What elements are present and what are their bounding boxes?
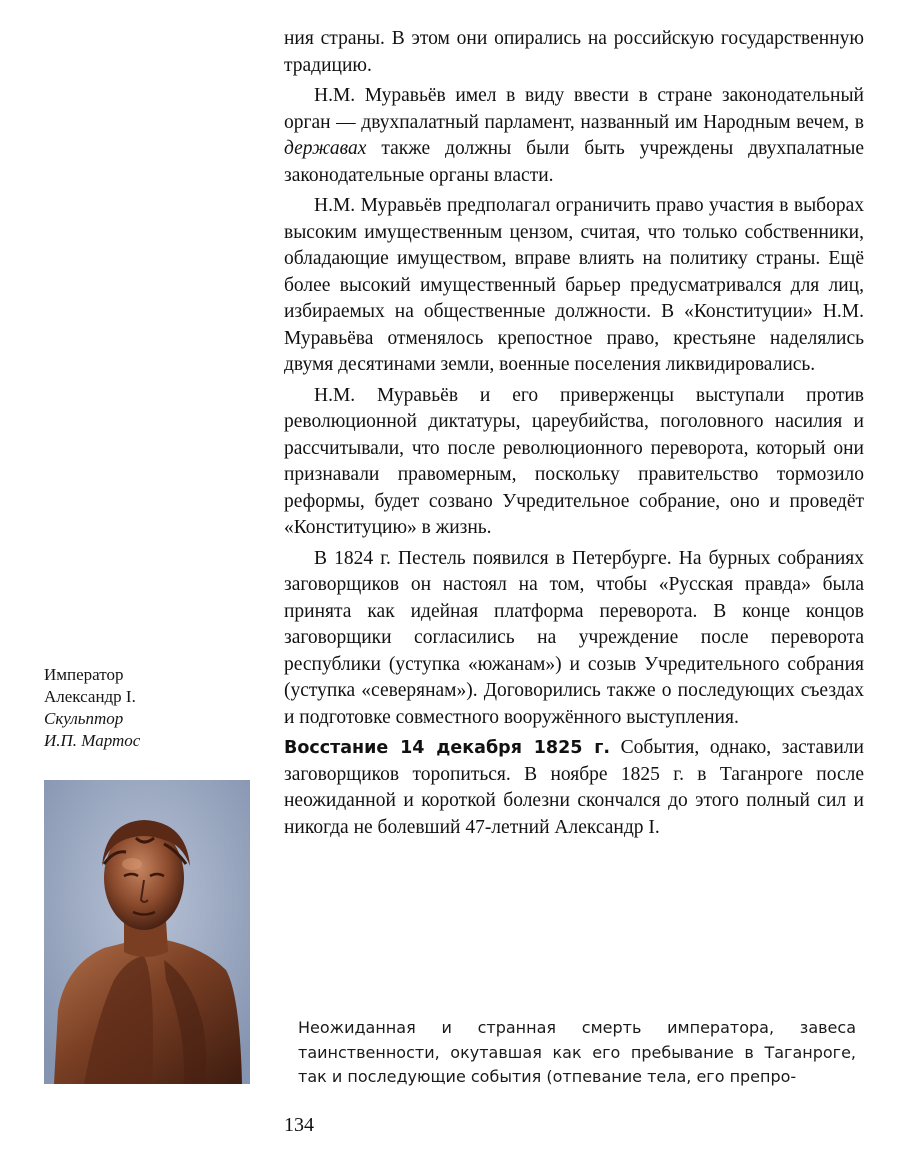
bust-illustration: [44, 780, 250, 1084]
paragraph: [284, 735, 864, 841]
caption-line: Александр I.: [44, 687, 136, 706]
caption-sculptor-label: Скульптор: [44, 709, 124, 728]
paragraph-text: События, однако, заставили заговорщиков торопиться. В ноябре 1825 г. в Таганроге после неожиданной и короткой болезни скончался до этого полный сил и никогда не болевший 47-летний Александр I.: [284, 737, 864, 838]
side-note-text: Неожиданная и странная смерть императора, завеса таинственности, окутавшая как его пребывание в Таганроге, так и последующие события (отпевание тела, его препро-: [298, 1018, 856, 1086]
main-text-column: [284, 26, 864, 841]
paragraph-text: также должны были быть учреждены двухпалатные законодательные органы власти.: [284, 138, 864, 186]
paragraph: ния страны. В этом они опирались на российскую государственную традицию.: [284, 28, 864, 76]
paragraph: Н.М. Муравьёв и его приверженцы выступали против революционной диктатуры, цареубийства, поголовного насилия и рассчитывали, что после революционного переворота, который они признавали правомерным, поскольку правительство тормозило реформы, будет созвано Учредительное собрание, оно и проведёт «Конституцию» в жизнь.: [284, 384, 864, 538]
caption-sculptor-name: И.П. Мартос: [44, 731, 141, 750]
bust-photo: [44, 780, 250, 1084]
paragraph: В 1824 г. Пестель появился в Петербурге. На бурных собраниях заговорщиков он настоял на том, чтобы «Русская правда» была принята как идейная платформа переворота. В конце концов заговорщики согласились на учреждение после переворота республики (уступка «южанам») и созыв Учредительного собрания (уступка «северянам»). Договорились также о последующих съездах и подготовке совместного вооружённого выступления.: [284, 547, 864, 728]
image-caption: [44, 664, 254, 752]
emphasized-term: державах: [284, 138, 367, 159]
paragraph: [284, 83, 864, 189]
paragraph: Н.М. Муравьёв предполагал ограничить право участия в выборах высоким имущественным цензом, считая, что только собственники, обладающие имуществом, вправе влиять на политику страны. Ещё более высокий имущественный барьер предусматривался для лиц, избираемых на общественные должности. В «Конституции» Н.М. Муравьёва отменялось крепостное право, крестьяне наделялись двумя десятинами земли, военные поселения ликвидировались.: [284, 195, 864, 375]
caption-line: Император: [44, 665, 124, 684]
paragraph-text: Н.М. Муравьёв имел в виду ввести в стране законодательный орган — двухпалатный парламент, названный им Народным вечем, в: [284, 85, 864, 133]
section-heading: Восстание 14 декабря 1825 г.: [284, 738, 611, 758]
page-number: 134: [284, 1114, 314, 1136]
